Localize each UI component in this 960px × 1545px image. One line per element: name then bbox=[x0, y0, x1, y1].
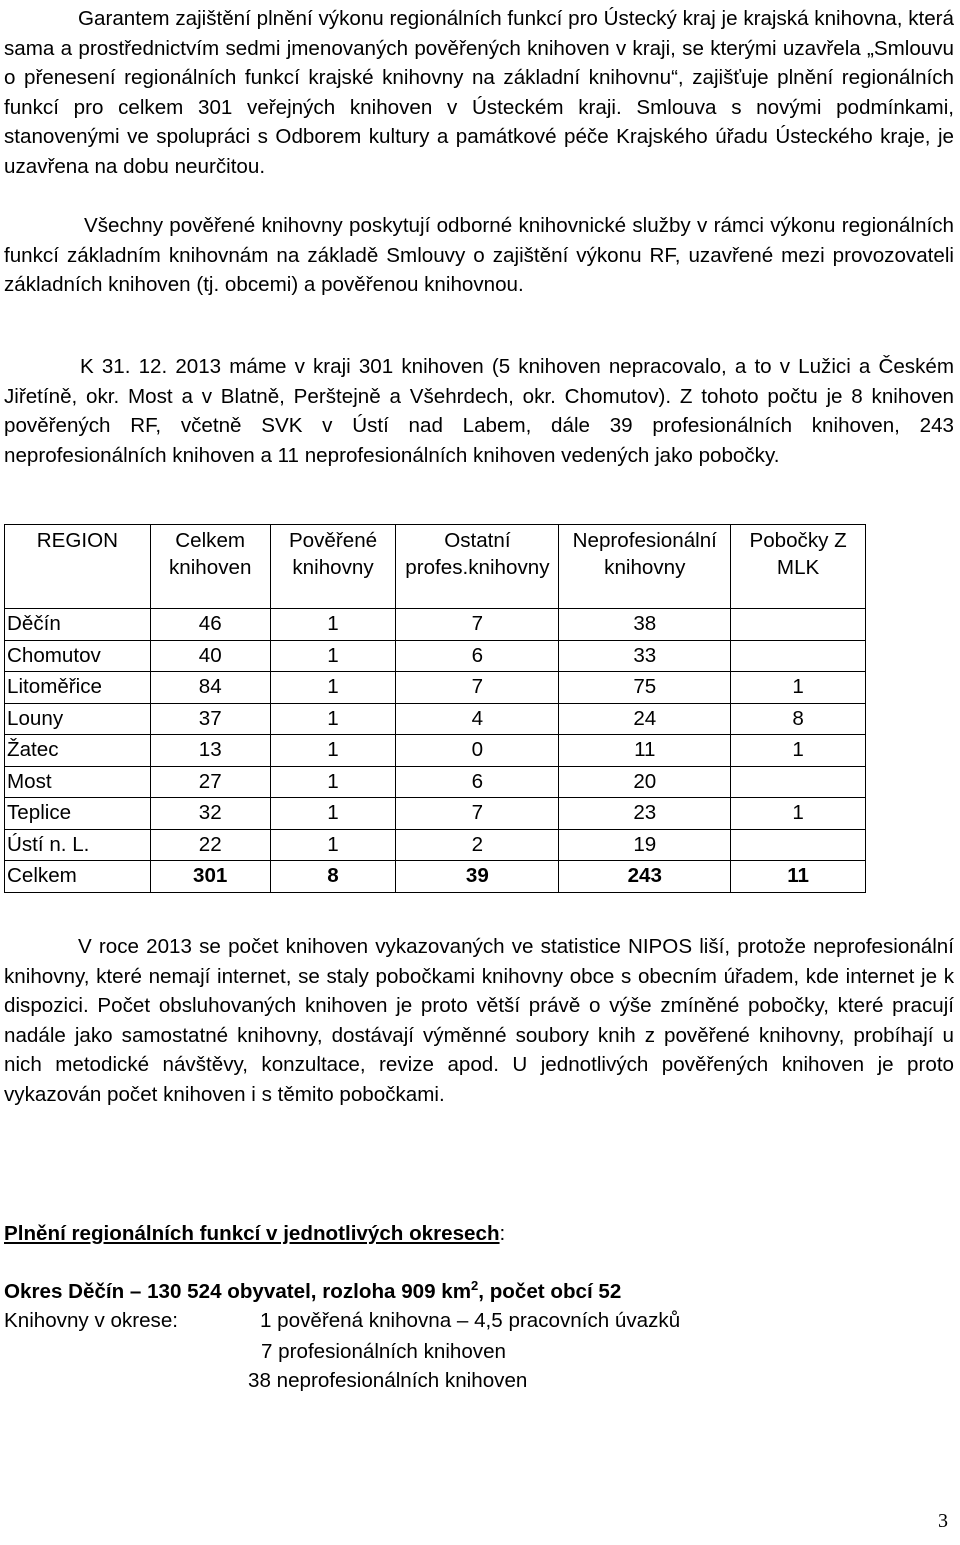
district-title-tail: , počet obcí 52 bbox=[478, 1279, 622, 1303]
table-cell-value: 20 bbox=[559, 766, 731, 798]
table-cell-region: Most bbox=[5, 766, 151, 798]
table-cell-value: 46 bbox=[150, 609, 270, 641]
section-heading bbox=[4, 1222, 505, 1246]
table-cell-value: 39 bbox=[396, 861, 559, 893]
table-cell-value: 32 bbox=[150, 798, 270, 830]
table-cell-value: 7 bbox=[396, 798, 559, 830]
table-cell-value: 1 bbox=[270, 609, 396, 641]
table-cell-region: Žatec bbox=[5, 735, 151, 767]
section-heading-colon: : bbox=[499, 1222, 506, 1245]
table-cell-value: 2 bbox=[396, 829, 559, 861]
table-cell-value bbox=[731, 609, 866, 641]
table-cell-value bbox=[731, 766, 866, 798]
table-cell-value: 75 bbox=[559, 672, 731, 704]
district-title-text: Okres Děčín – 130 524 obyvatel, rozloha 909 km bbox=[4, 1279, 472, 1303]
header-nonprof: Neprofesionální knihovny bbox=[559, 525, 731, 609]
table-cell-region: Celkem bbox=[5, 861, 151, 893]
table-cell-value: 1 bbox=[270, 829, 396, 861]
libraries-label: Knihovny v okrese: bbox=[4, 1309, 178, 1332]
table-cell-region: Louny bbox=[5, 703, 151, 735]
table-cell-value: 11 bbox=[731, 861, 866, 893]
header-total: Celkem knihoven bbox=[150, 525, 270, 609]
header-region: REGION bbox=[5, 525, 151, 609]
table-row bbox=[5, 609, 866, 641]
page-number: 3 bbox=[938, 1510, 948, 1532]
table-cell-value: 23 bbox=[559, 798, 731, 830]
table-row bbox=[5, 672, 866, 704]
table-row bbox=[5, 735, 866, 767]
table-cell-value: 0 bbox=[396, 735, 559, 767]
table-cell-region: Litoměřice bbox=[5, 672, 151, 704]
table-cell-region: Teplice bbox=[5, 798, 151, 830]
table-cell-value: 7 bbox=[396, 609, 559, 641]
libraries-item-nonprofessional: 38 neprofesionálních knihoven bbox=[248, 1369, 528, 1392]
paragraph-services: Všechny pověřené knihovny poskytují odborné knihovnické služby v rámci výkonu regionálních funkcí základním knihovnám na základě Smlouvy o zajištění výkonu RF, uzavřené mezi provozovateli základních knihoven (tj. obcemi) a pověřenou knihovnou. bbox=[4, 214, 954, 296]
table-cell-value: 38 bbox=[559, 609, 731, 641]
table-cell-value: 1 bbox=[731, 735, 866, 767]
table-cell-value: 8 bbox=[270, 861, 396, 893]
table-cell-value: 1 bbox=[270, 798, 396, 830]
table-cell-value: 1 bbox=[270, 735, 396, 767]
table-cell-value: 6 bbox=[396, 640, 559, 672]
libraries-item-appointed: 1 pověřená knihovna – 4,5 pracovních úvazků bbox=[260, 1309, 681, 1332]
table-cell-value: 243 bbox=[559, 861, 731, 893]
libraries-item-professional: 7 profesionálních knihoven bbox=[261, 1340, 507, 1363]
table-row bbox=[5, 829, 866, 861]
table-cell-value: 37 bbox=[150, 703, 270, 735]
table-cell-value: 40 bbox=[150, 640, 270, 672]
table-cell-value: 6 bbox=[396, 766, 559, 798]
district-title-sup: 2 bbox=[471, 1278, 479, 1293]
table-cell-region: Děčín bbox=[5, 609, 151, 641]
table-cell-region: Chomutov bbox=[5, 640, 151, 672]
table-cell-value: 1 bbox=[731, 672, 866, 704]
district-title bbox=[4, 1278, 621, 1304]
table-cell-value: 27 bbox=[150, 766, 270, 798]
table-cell-value: 1 bbox=[270, 672, 396, 704]
table-row bbox=[5, 798, 866, 830]
table-cell-value: 1 bbox=[270, 703, 396, 735]
table-cell-value bbox=[731, 640, 866, 672]
header-appointed: Pověřené knihovny bbox=[270, 525, 396, 609]
libraries-table bbox=[4, 524, 866, 893]
table-row bbox=[5, 861, 866, 893]
table-cell-value: 22 bbox=[150, 829, 270, 861]
table-cell-value: 1 bbox=[731, 798, 866, 830]
table-header-row bbox=[5, 525, 866, 609]
section-heading-text: Plnění regionálních funkcí v jednotlivých okresech bbox=[4, 1222, 500, 1245]
table-cell-value: 13 bbox=[150, 735, 270, 767]
table-cell-value: 8 bbox=[731, 703, 866, 735]
table-cell-value: 1 bbox=[270, 766, 396, 798]
table-cell-value: 33 bbox=[559, 640, 731, 672]
table-row bbox=[5, 640, 866, 672]
table-cell-value: 4 bbox=[396, 703, 559, 735]
table-cell-value bbox=[731, 829, 866, 861]
table-cell-value: 301 bbox=[150, 861, 270, 893]
header-other-prof: Ostatní profes.knihovny bbox=[396, 525, 559, 609]
table-body bbox=[5, 609, 866, 893]
table-row bbox=[5, 766, 866, 798]
table-cell-value: 11 bbox=[559, 735, 731, 767]
table-cell-value: 7 bbox=[396, 672, 559, 704]
table-cell-value: 84 bbox=[150, 672, 270, 704]
table-cell-region: Ústí n. L. bbox=[5, 829, 151, 861]
table-cell-value: 24 bbox=[559, 703, 731, 735]
header-branches: Pobočky Z MLK bbox=[731, 525, 866, 609]
table-cell-value: 19 bbox=[559, 829, 731, 861]
paragraph-library-count: K 31. 12. 2013 máme v kraji 301 knihoven (5 knihoven nepracovalo, a to v Lužici a Českém Jiřetíně, okr. Most a v Blatně, Perštejně a Všehrdech, okr. Chomutov). Z tohoto počtu je 8 knihoven pověřených RF, včetně SVK v Ústí nad Labem, dále 39 profesionálních knihoven, 243 neprofesionálních knihoven a 11 neprofesionálních knihoven vedených jako pobočky. bbox=[4, 355, 954, 467]
paragraph-intro: Garantem zajištění plnění výkonu regionálních funkcí pro Ústecký kraj je krajská knihovna, která sama a prostřednictvím sedmi jmenovaných pověřených knihoven v kraji, se kterými uzavřela „Smlouvu o přenesení regionálních funkcí krajské knihovny na základní knihovnu“, zajišťuje plnění regionálních funkcí pro celkem 301 veřejných knihoven v Ústeckém kraji. Smlouva s novými podmínkami, stanovenými ve spolupráci s Odborem kultury a památkové péče Krajského úřadu Ústeckého kraje, je uzavřena na dobu neurčitou. bbox=[4, 7, 954, 178]
paragraph-nipos: V roce 2013 se počet knihoven vykazovaných ve statistice NIPOS liší, protože neprofesionální knihovny, které nemají internet, se staly pobočkami knihovny obce s obecním úřadem, kde internet je k dispozici. Počet obsluhovaných knihoven je proto větší právě o výše zmíněné pobočky, které pracují nadále jako samostatné knihovny, dostávají výměnné soubory knih z pověřené knihovny, probíhají u nich metodické návštěvy, konzultace, revize apod. U jednotlivých pověřených knihoven je proto vykazován počet knihoven i s těmito pobočkami. bbox=[4, 935, 954, 1106]
table-row bbox=[5, 703, 866, 735]
table-cell-value: 1 bbox=[270, 640, 396, 672]
